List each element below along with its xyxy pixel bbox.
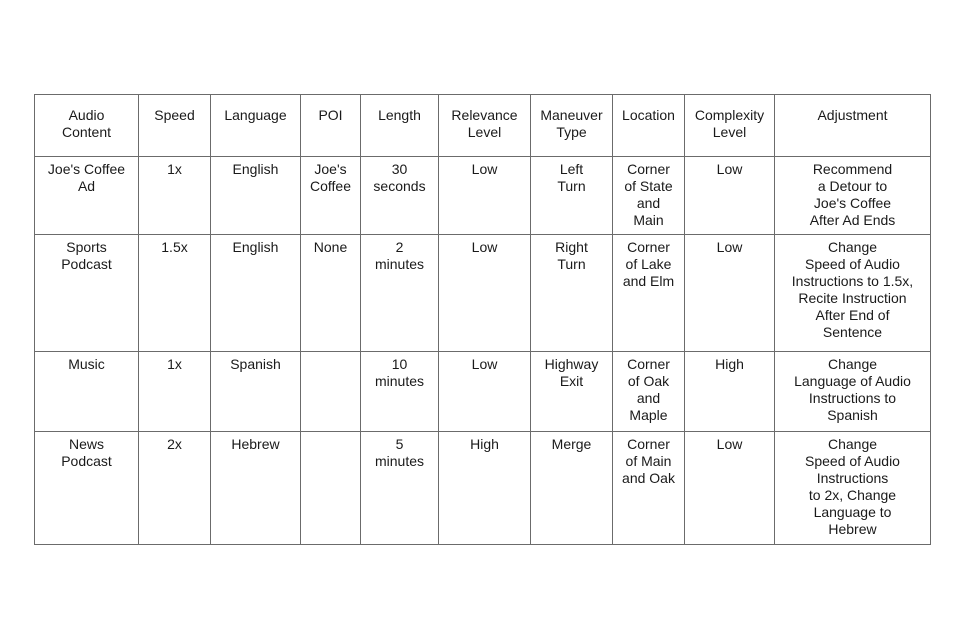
table-cell: Low [439, 157, 531, 235]
table-cell: High [439, 432, 531, 545]
table-cell: Change Language of Audio Instructions to Spanish [775, 352, 931, 432]
table-cell: Corner of State and Main [613, 157, 685, 235]
table-cell: Corner of Oak and Maple [613, 352, 685, 432]
table-cell: Left Turn [531, 157, 613, 235]
audio-adjustment-table [34, 94, 931, 545]
table-cell [301, 432, 361, 545]
table-cell: Joe's Coffee Ad [35, 157, 139, 235]
header-cell-relevance-level: Relevance Level [439, 95, 531, 157]
table-cell: Low [439, 235, 531, 352]
table-cell: 2 minutes [361, 235, 439, 352]
table-cell: Spanish [211, 352, 301, 432]
table-cell: English [211, 157, 301, 235]
table-cell [301, 352, 361, 432]
table-cell: Low [439, 352, 531, 432]
table-cell: Merge [531, 432, 613, 545]
table-cell: Highway Exit [531, 352, 613, 432]
table-cell: Recommend a Detour to Joe's Coffee After Ad Ends [775, 157, 931, 235]
header-cell-language: Language [211, 95, 301, 157]
table-cell: 30 seconds [361, 157, 439, 235]
table-cell: Joe's Coffee [301, 157, 361, 235]
table-cell: Sports Podcast [35, 235, 139, 352]
header-cell-speed: Speed [139, 95, 211, 157]
table-cell: None [301, 235, 361, 352]
table-cell: 10 minutes [361, 352, 439, 432]
table-cell: Change Speed of Audio Instructions to 2x, Change Language to Hebrew [775, 432, 931, 545]
table-row [35, 352, 931, 432]
header-cell-length: Length [361, 95, 439, 157]
header-cell-poi: POI [301, 95, 361, 157]
table-cell: Right Turn [531, 235, 613, 352]
table-cell: 1x [139, 157, 211, 235]
table-row [35, 235, 931, 352]
table-cell: News Podcast [35, 432, 139, 545]
header-cell-maneuver-type: Maneuver Type [531, 95, 613, 157]
table-cell: Corner of Main and Oak [613, 432, 685, 545]
header-cell-complexity-level: Complexity Level [685, 95, 775, 157]
table-cell: Hebrew [211, 432, 301, 545]
table-cell: Low [685, 157, 775, 235]
table-cell: 1.5x [139, 235, 211, 352]
table-cell: Corner of Lake and Elm [613, 235, 685, 352]
table-cell: Low [685, 432, 775, 545]
table-cell: English [211, 235, 301, 352]
header-cell-location: Location [613, 95, 685, 157]
table-row [35, 432, 931, 545]
table-row [35, 157, 931, 235]
table-cell: High [685, 352, 775, 432]
table-cell: 1x [139, 352, 211, 432]
header-cell-audio-content: Audio Content [35, 95, 139, 157]
table-cell: Music [35, 352, 139, 432]
table-cell: 2x [139, 432, 211, 545]
header-cell-adjustment: Adjustment [775, 95, 931, 157]
header-row [35, 95, 931, 157]
table-cell: Low [685, 235, 775, 352]
table-cell: Change Speed of Audio Instructions to 1.5x, Recite Instruction After End of Sentence [775, 235, 931, 352]
table-cell: 5 minutes [361, 432, 439, 545]
